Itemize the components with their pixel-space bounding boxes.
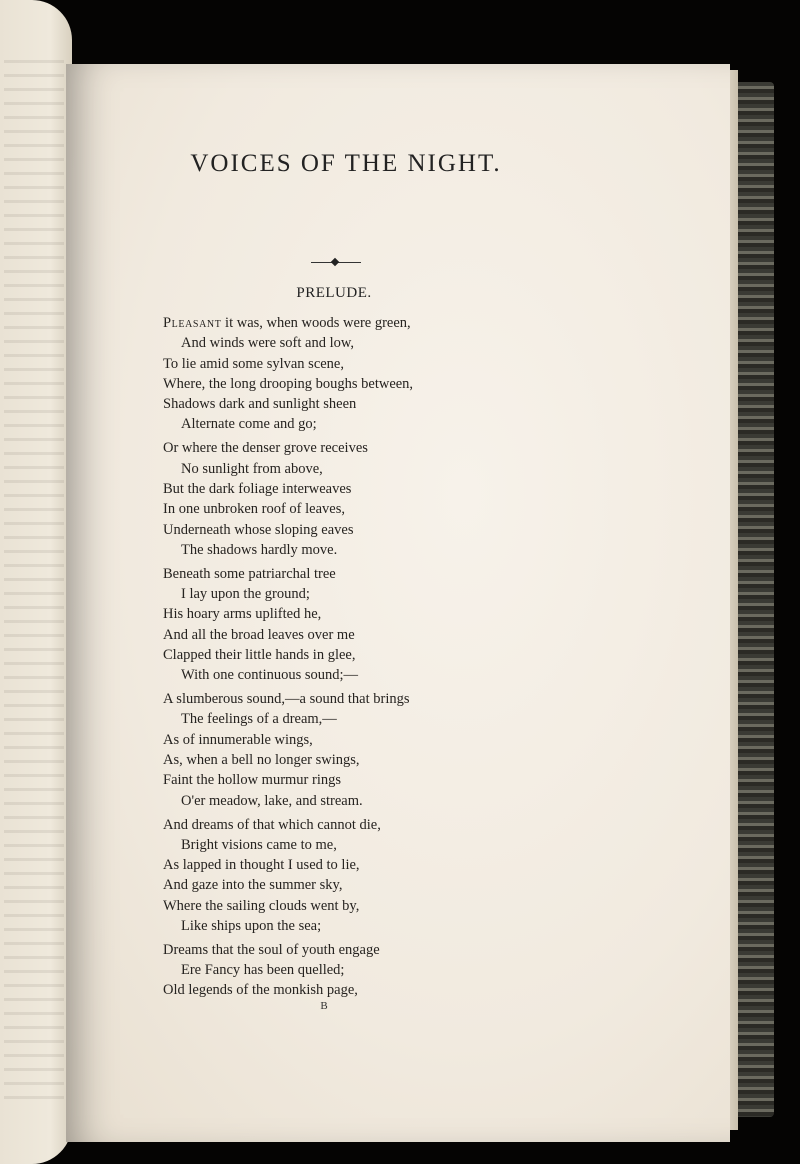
poem-line [163,499,563,519]
poem-line-text: O'er meadow, lake, and stream. [181,792,363,809]
poem-line [163,459,563,479]
stanza [163,815,563,937]
poem-line-text: it was, when woods were green, [221,315,411,331]
poem-line [163,689,563,709]
poem-line-text: As lapped in thought I used to lie, [163,857,360,874]
poem-line-text: Shadows dark and sunlight sheen [163,396,357,413]
poem-line-text: Alternate come and go; [181,416,317,433]
poem-line [163,875,563,895]
poem-line [163,916,563,936]
poem-line-text: Beneath some patriarchal tree [163,565,336,582]
poem-line-text: In one unbroken roof of leaves, [163,501,345,518]
poem-line [163,520,563,540]
page-title: VOICES OF THE NIGHT. [190,150,502,177]
poem-line-text: Old legends of the monkish page, [163,982,358,999]
title-ornament [311,258,361,268]
poem-line-text: Or where the denser grove receives [163,440,368,457]
poem-line [163,665,563,685]
poem-line [163,540,563,560]
poem-line [163,625,563,645]
poem-line [163,354,563,374]
poem-line-text: The shadows hardly move. [181,541,338,558]
poem-line [163,645,563,665]
poem-line-text: To lie amid some sylvan scene, [163,355,344,372]
poem-line-text: Where the sailing clouds went by, [163,897,360,914]
poem-line [163,835,563,855]
poem-line [163,564,563,584]
first-word: Pleasant [163,315,222,331]
poem-line-text: As of innumerable wings, [163,731,313,748]
poem-line [163,313,563,333]
stanza [163,564,563,686]
poem-line-text: And dreams of that which cannot die, [163,816,381,833]
facing-page-show-through [4,60,64,1110]
poem-line-text: No sunlight from above, [181,460,323,477]
poem-line [163,791,563,811]
poem-line [163,896,563,916]
poem-line [163,374,563,394]
poem-line-text: And gaze into the summer sky, [163,877,343,894]
signature-mark: B [320,1000,328,1012]
poem-line [163,770,563,790]
poem-line-text: Dreams that the soul of youth engage [163,941,380,958]
facing-page-edge [0,0,72,1164]
poem-line-text: With one continuous sound;— [181,667,359,684]
stanza [163,689,563,811]
poem-line-text: But the dark foliage interweaves [163,480,352,497]
poem-line-text: Clapped their little hands in glee, [163,646,356,663]
poem-line [163,709,563,729]
poem-line-text: Ere Fancy has been quelled; [181,962,345,979]
poem-line [163,940,563,960]
poem-line [163,815,563,835]
poem-line [163,855,563,875]
poem-line [163,750,563,770]
poem-line-text: Like ships upon the sea; [181,917,322,934]
poem-line-text: And winds were soft and low, [181,335,355,352]
poem-line [163,730,563,750]
poem-line-text: A slumberous sound,—a sound that brings [163,691,410,708]
poem-line-text: Underneath whose sloping eaves [163,521,354,538]
poem-line [163,604,563,624]
stanza [163,313,563,435]
poem-line-text: Bright visions came to me, [181,836,337,853]
poem-line [163,960,563,980]
poem-line-text: As, when a bell no longer swings, [163,752,360,769]
section-title: PRELUDE. [296,285,372,301]
poem-line [163,414,563,434]
poem-line-text: I lay upon the ground; [181,586,310,603]
stanza [163,940,563,1001]
poem-line-text: Where, the long drooping boughs between, [163,375,414,392]
poem-line [163,584,563,604]
stanza [163,438,563,560]
poem-body [163,313,563,1004]
poem-line [163,394,563,414]
poem-line-text: The feelings of a dream,— [181,711,337,728]
diamond-icon [331,258,339,266]
poem-line-text: And all the broad leaves over me [163,626,355,643]
poem-line [163,980,563,1000]
poem-line-text: His hoary arms uplifted he, [163,606,322,623]
poem-line [163,479,563,499]
poem-line [163,438,563,458]
poem-line-text: Faint the hollow murmur rings [163,772,342,789]
poem-line [163,333,563,353]
